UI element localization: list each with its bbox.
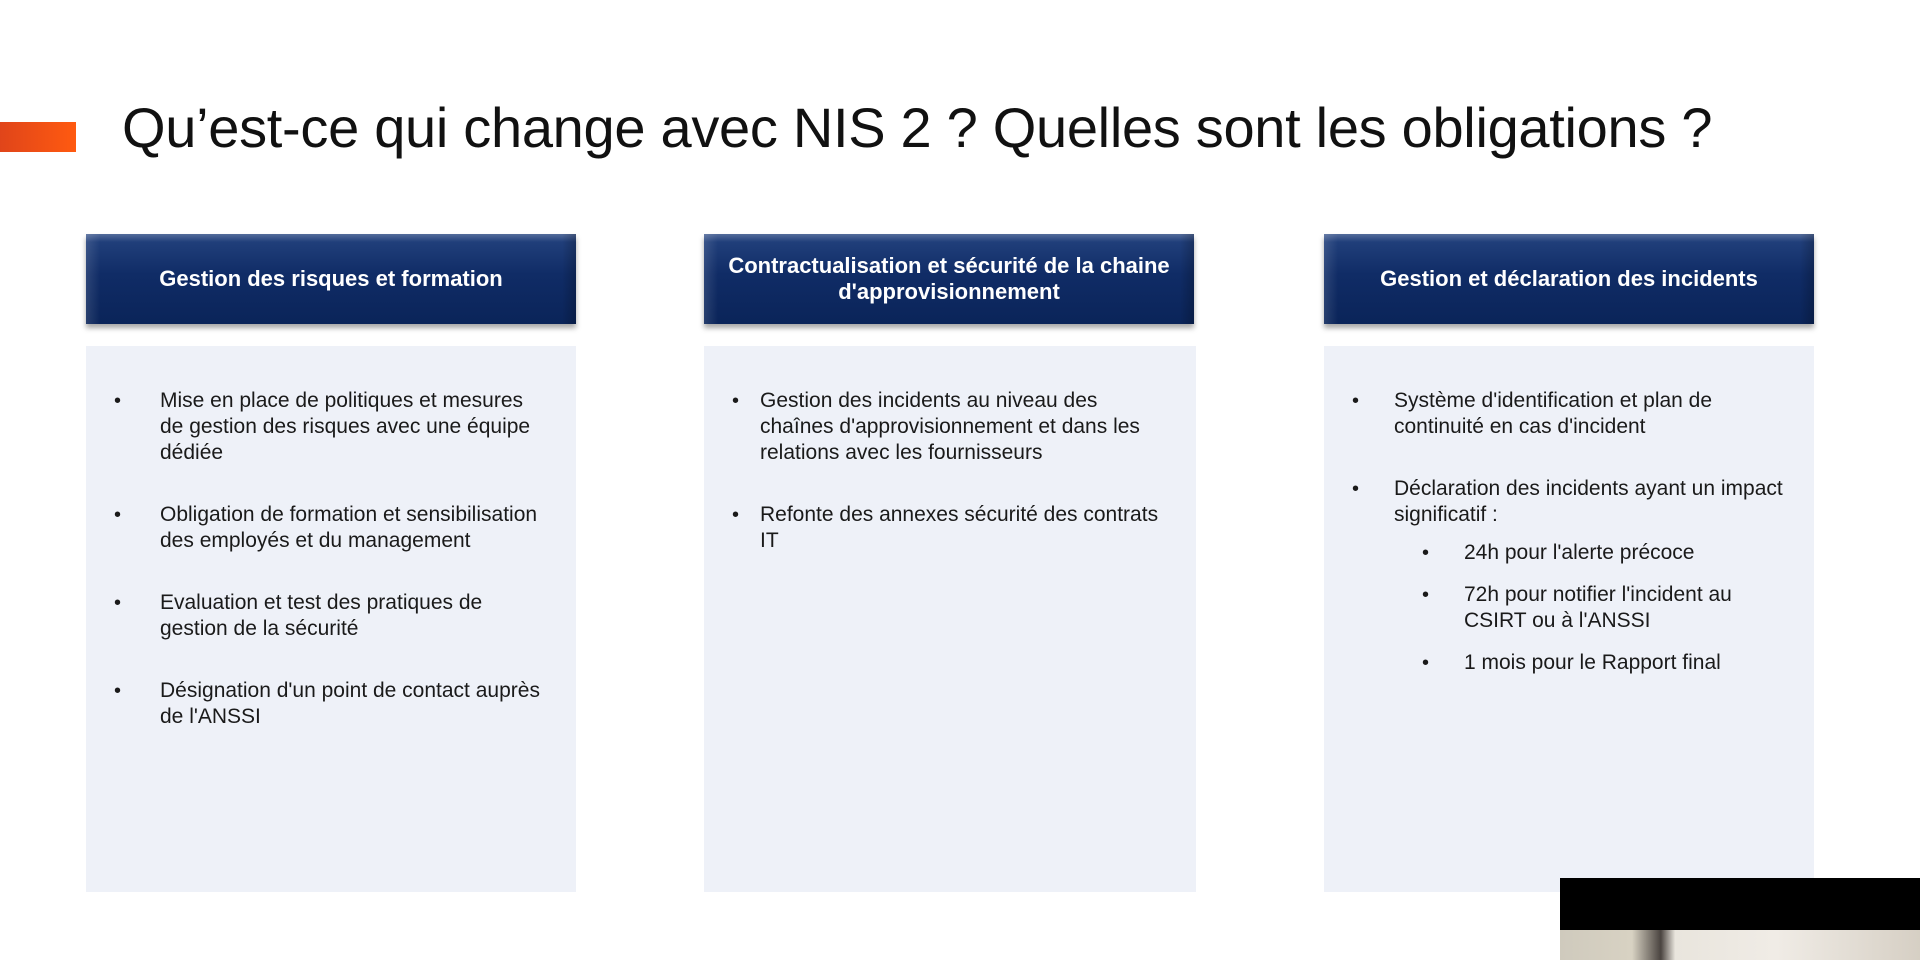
slide-title: Qu’est-ce qui change avec NIS 2 ? Quelles sont les obligations ? (122, 96, 1713, 159)
list-item-text: Mise en place de politiques et mesures de gestion des risques avec une équipe dédiée (160, 389, 531, 464)
video-frame (1560, 930, 1920, 960)
bullet-list (1338, 388, 1790, 676)
list-item (718, 502, 1172, 554)
bullet-icon: • (114, 504, 122, 526)
bullet-icon: • (1422, 584, 1430, 606)
sub-bullet-list (1394, 540, 1790, 676)
bullet-icon: • (114, 592, 122, 614)
bullet-icon: • (1352, 478, 1360, 500)
bullet-icon: • (114, 680, 122, 702)
list-item (100, 388, 552, 466)
column-header (1324, 234, 1814, 324)
header-bevel (86, 234, 100, 324)
list-item-text: Obligation de formation et sensibilisation des employés et du management (160, 503, 538, 552)
column-supply-chain (704, 234, 1194, 892)
column-header (704, 234, 1194, 324)
list-item-text: Système d'identification et plan de continuité en cas d'incident (1394, 389, 1713, 438)
column-body (1324, 346, 1814, 892)
column-body (704, 346, 1196, 892)
sub-list-item (1338, 582, 1790, 634)
sub-list-item (1338, 650, 1790, 676)
list-item (100, 590, 552, 642)
accent-bar (0, 122, 76, 152)
header-bevel (704, 234, 718, 324)
list-item-text: Déclaration des incidents ayant un impact significatif : (1394, 477, 1783, 526)
header-bevel (562, 234, 576, 324)
bullet-icon: • (114, 390, 122, 412)
list-item (718, 388, 1172, 466)
bullet-list (100, 388, 552, 730)
list-item-text: Gestion des incidents au niveau des chaînes d'approvisionnement et dans les relations avec les fournisseurs (760, 389, 1140, 464)
sub-list-item-text: 1 mois pour le Rapport final (1464, 651, 1721, 674)
header-bevel (1324, 234, 1338, 324)
column-risk-management (86, 234, 576, 892)
sub-list-item-text: 24h pour l'alerte précoce (1464, 541, 1695, 564)
presenter-video-thumbnail[interactable] (1560, 878, 1920, 960)
bullet-icon: • (1422, 542, 1430, 564)
sub-list-item (1338, 540, 1790, 566)
bullet-icon: • (1422, 652, 1430, 674)
bullet-icon: • (732, 504, 740, 526)
list-item (100, 502, 552, 554)
list-item-text: Evaluation et test des pratiques de gestion de la sécurité (160, 591, 483, 640)
header-bevel (1800, 234, 1814, 324)
bullet-icon: • (1352, 390, 1360, 412)
column-title: Gestion des risques et formation (159, 266, 503, 291)
list-item (100, 678, 552, 730)
sub-list-item-text: 72h pour notifier l'incident au CSIRT ou à l'ANSSI (1464, 583, 1732, 632)
column-body (86, 346, 576, 892)
column-title: Contractualisation et sécurité de la chaine d'approvisionnement (728, 253, 1170, 304)
list-item (1338, 476, 1790, 676)
list-item-text: Désignation d'un point de contact auprès de l'ANSSI (160, 679, 540, 728)
list-item (1338, 388, 1790, 440)
list-item-text: Refonte des annexes sécurité des contrats IT (760, 503, 1159, 552)
bullet-icon: • (732, 390, 740, 412)
bullet-list (718, 388, 1172, 554)
header-bevel (1180, 234, 1194, 324)
column-header (86, 234, 576, 324)
column-incident-management (1324, 234, 1814, 892)
column-title: Gestion et déclaration des incidents (1380, 266, 1758, 291)
